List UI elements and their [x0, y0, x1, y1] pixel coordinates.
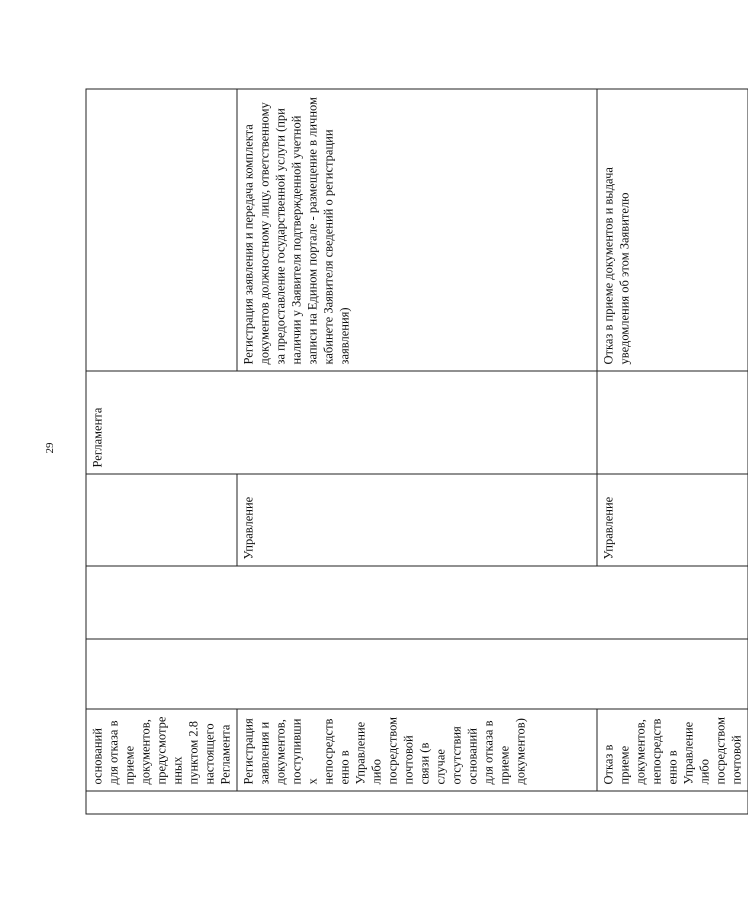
col2-cell-3: Отказ в приеме документов, непосредственно в Управление либо посредством почтовой	[597, 709, 748, 791]
col7-cell-1	[86, 89, 237, 371]
col2-cell-2: Регистрация заявления и документов, поступивших непосредственно в Управление либо посредством почтовой связи (в случае отсутствия оснований для отказа в приеме документов)	[237, 709, 597, 791]
col5-cell-3: Управление	[597, 474, 748, 566]
col6-cell-3	[597, 371, 748, 474]
col5-cell-1	[86, 474, 237, 566]
col5-cell-2: Управление	[237, 474, 597, 566]
col7-cell-2: Регистрация заявления и передача комплекта документов должностному лицу, ответственному за предоставление государственной услуги (при наличии у Заявителя подтвержденной учетной записи на Едином портале - размещение в личном кабинете Заявителя сведений о регистрации заявления)	[237, 89, 597, 371]
col7-cell-3: Отказ в приеме документов и выдача уведомления об этом Заявителю	[597, 89, 748, 371]
landscape-table	[85, 90, 743, 815]
regulation-table	[85, 89, 748, 815]
col6-cell: Регламента	[86, 371, 597, 474]
col4-cell	[86, 566, 748, 639]
col3-cell	[86, 639, 748, 709]
page-number: 29	[44, 442, 56, 454]
col2-cell-1: оснований для отказа в приеме документов, предусмотренных пунктом 2.8 настоящего Регламента	[86, 709, 237, 791]
col1-cell	[86, 791, 748, 814]
